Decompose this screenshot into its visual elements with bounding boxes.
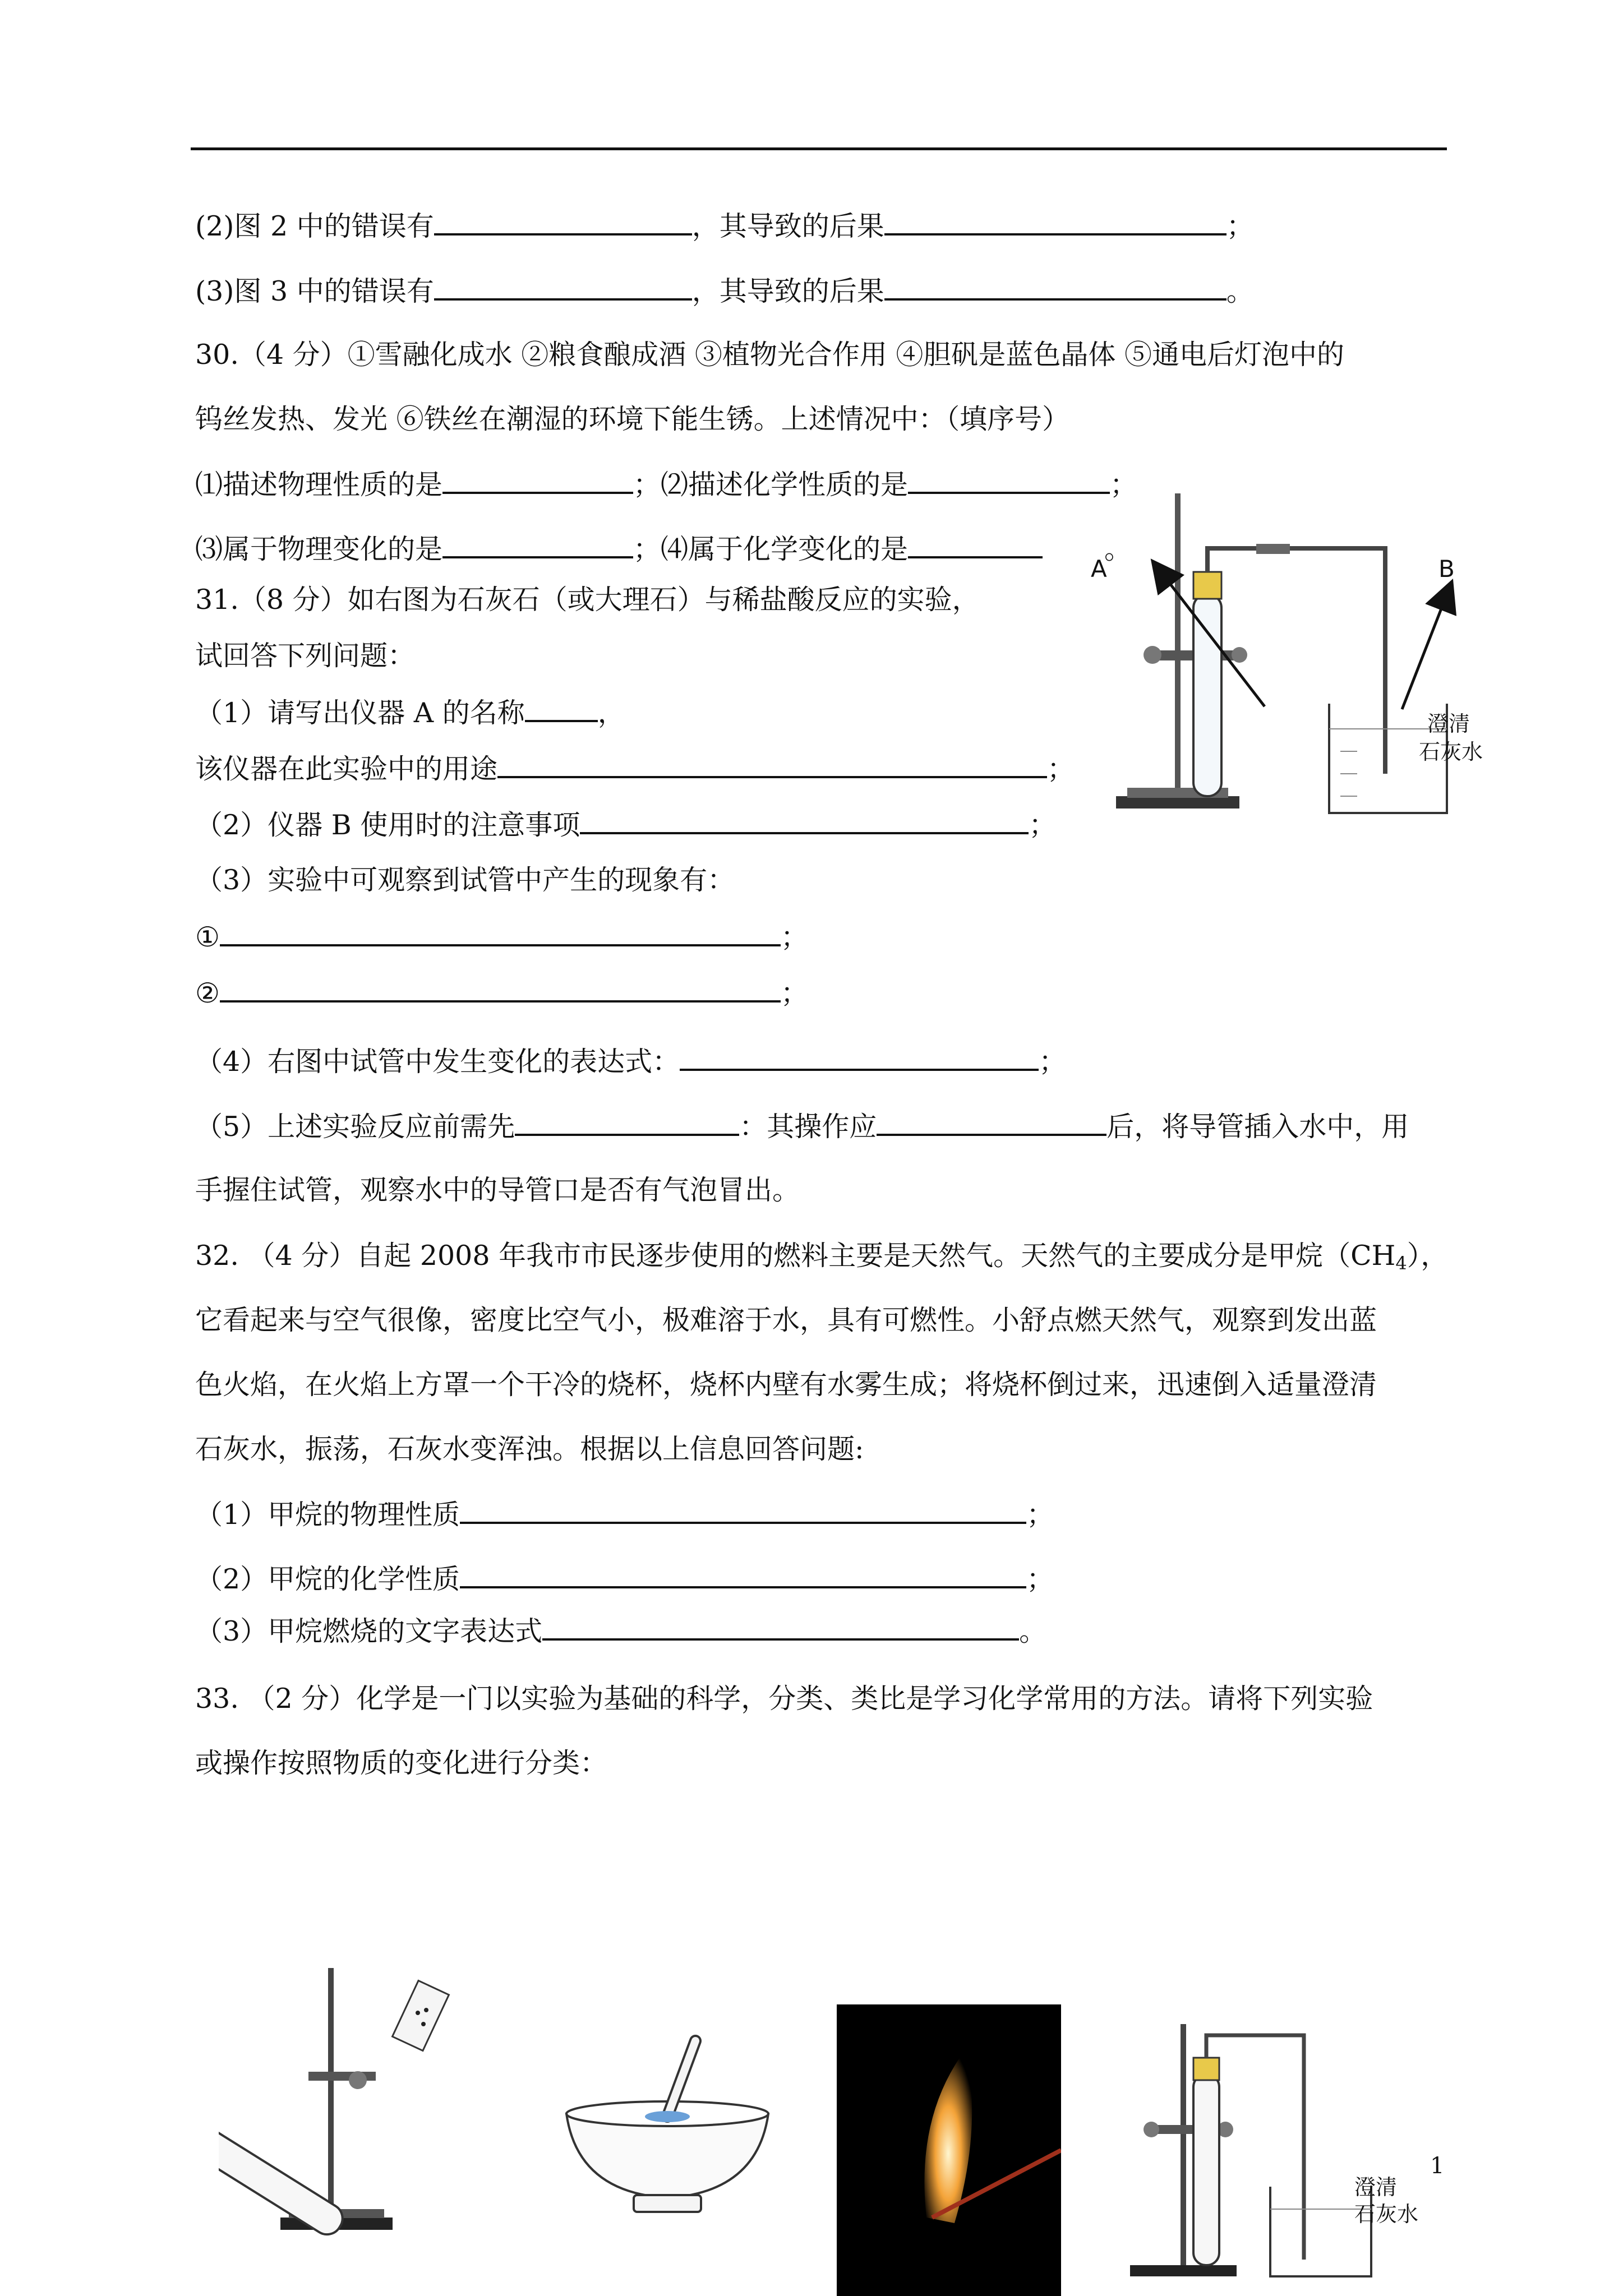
stand-rod <box>1175 493 1181 799</box>
q30-stem-line-2: 钨丝发热、发光 ⑥铁丝在潮湿的环境下能生锈。上述情况中：（填序号） <box>195 403 1070 435</box>
q31-stem-line-1: 31.（8 分）如右图为石灰石（或大理石）与稀盐酸反应的实验， <box>195 584 980 616</box>
answer-blank[interactable] <box>525 695 598 722</box>
q33-figure-flame <box>837 2004 1061 2296</box>
q31-sub-2: （2）仪器 B 使用时的注意事项 ； <box>195 807 1056 842</box>
q32-stem-line-1: 32. （4 分）自起 2008 年我市市民逐步使用的燃料主要是天然气。天然气的主要成分是甲烷$(CH_4)$， <box>195 1240 1449 1274</box>
label-B: B <box>1438 555 1455 583</box>
q31-sub-4: （4）右图中试管中发生变化的表达式： ； <box>195 1044 1066 1079</box>
q33-figure-heating-tube <box>219 1962 499 2243</box>
beaker-label-2: 石灰水 <box>1354 2202 1419 2226</box>
beaker-label-1: 澄清 <box>1427 712 1470 736</box>
answer-blank[interactable] <box>442 532 633 558</box>
q31-sub-5: （5）上述实验反应前需先 ：其操作应 后，将导管插入水中，用 <box>195 1109 1409 1144</box>
q32-stem-line-3: 色火焰，在火焰上方罩一个干冷的烧杯，烧杯内壁有水雾生成；将烧杯倒过来，迅速倒入适量澄清 <box>195 1369 1377 1401</box>
q33-stem-line-2: 或操作按照物质的变化进行分类： <box>195 1747 608 1779</box>
answer-blank[interactable] <box>908 532 1043 558</box>
apparatus-diagram <box>1066 482 1492 830</box>
q30-parts-3-4: ⑶属于物理变化的是 ；⑷属于化学变化的是 。 <box>195 532 1132 566</box>
q31-sub-1: （1）请写出仪器 A 的名称 ， <box>195 695 625 730</box>
answer-blank[interactable] <box>515 1109 739 1136</box>
q30-parts-1-2: ⑴描述物理性质的是 ；⑵描述化学性质的是 ； <box>195 467 1137 502</box>
stand-base <box>1116 796 1239 809</box>
stopper <box>1193 572 1221 599</box>
delivery-tube <box>1207 548 1385 774</box>
test-tube <box>1193 594 1221 796</box>
q31-sub-5-cont: 手握住试管，观察水中的导管口是否有气泡冒出。 <box>195 1174 800 1206</box>
answer-blank[interactable] <box>460 1497 1026 1524</box>
q33-figure-apparatus <box>1113 2018 1461 2282</box>
answer-blank[interactable] <box>542 1614 1019 1641</box>
arrow-to-B <box>1402 594 1447 709</box>
answer-blank[interactable] <box>680 1044 1039 1071</box>
answer-blank[interactable] <box>884 274 1227 301</box>
answer-blank[interactable] <box>460 1562 1026 1588</box>
answer-blank[interactable] <box>580 807 1029 834</box>
q31-stem-line-2: 试回答下列问题： <box>195 640 416 672</box>
q31-observation-1: ① ； <box>195 920 808 954</box>
answer-blank[interactable] <box>434 274 692 301</box>
header-rule <box>191 147 1447 150</box>
q33-stem-line-1: 33. （2 分）化学是一门以实验为基础的科学，分类、类比是学习化学常用的方法。请将下列实验 <box>195 1683 1373 1715</box>
q31-sub-3: （3）实验中可观察到试管中产生的现象有： <box>195 864 735 896</box>
answer-blank[interactable] <box>877 1109 1106 1136</box>
q32-stem-line-2: 它看起来与空气很像，密度比空气小，极难溶于水，具有可燃性。小舒点燃天然气，观察到发出蓝 <box>195 1304 1377 1336</box>
q31-apparatus-figure <box>1066 482 1492 830</box>
answer-blank[interactable] <box>497 751 1047 778</box>
q31-sub-1-use: 该仪器在此实验中的用途 ； <box>195 751 1075 786</box>
answer-blank[interactable] <box>442 467 633 494</box>
q33-figure-mortar <box>555 2030 780 2220</box>
q30-stem-line-1: 30.（4 分）①雪融化成水 ②粮食酿成酒 ③植物光合作用 ④胆矾是蓝色晶体 ⑤通电后灯泡中的 <box>195 339 1344 371</box>
q32-stem-line-4: 石灰水，振荡，石灰水变浑浊。根据以上信息回答问题: <box>195 1433 864 1465</box>
answer-blank[interactable] <box>220 976 781 1003</box>
q32-sub-3: （3）甲烷燃烧的文字表达式 。 <box>195 1614 1046 1648</box>
q31-observation-2: ② ； <box>195 976 808 1010</box>
page-number: 1 <box>1430 2153 1445 2179</box>
answer-blank[interactable] <box>884 209 1227 235</box>
q32-sub-1: （1）甲烷的物理性质 ； <box>195 1497 1054 1532</box>
label-A: A <box>1091 555 1107 583</box>
q29-line-3: (3)图 3 中的错误有 ，其导致的后果 。 <box>195 274 1254 308</box>
beaker-label-1: 澄清 <box>1354 2175 1398 2200</box>
answer-blank[interactable] <box>434 209 692 235</box>
beaker-label-2: 石灰水 <box>1419 740 1483 764</box>
answer-blank[interactable] <box>220 920 781 946</box>
q29-line-2: (2)图 2 中的错误有 ，其导致的后果 ； <box>195 209 1254 243</box>
q32-sub-2: （2）甲烷的化学性质 ； <box>195 1562 1054 1596</box>
